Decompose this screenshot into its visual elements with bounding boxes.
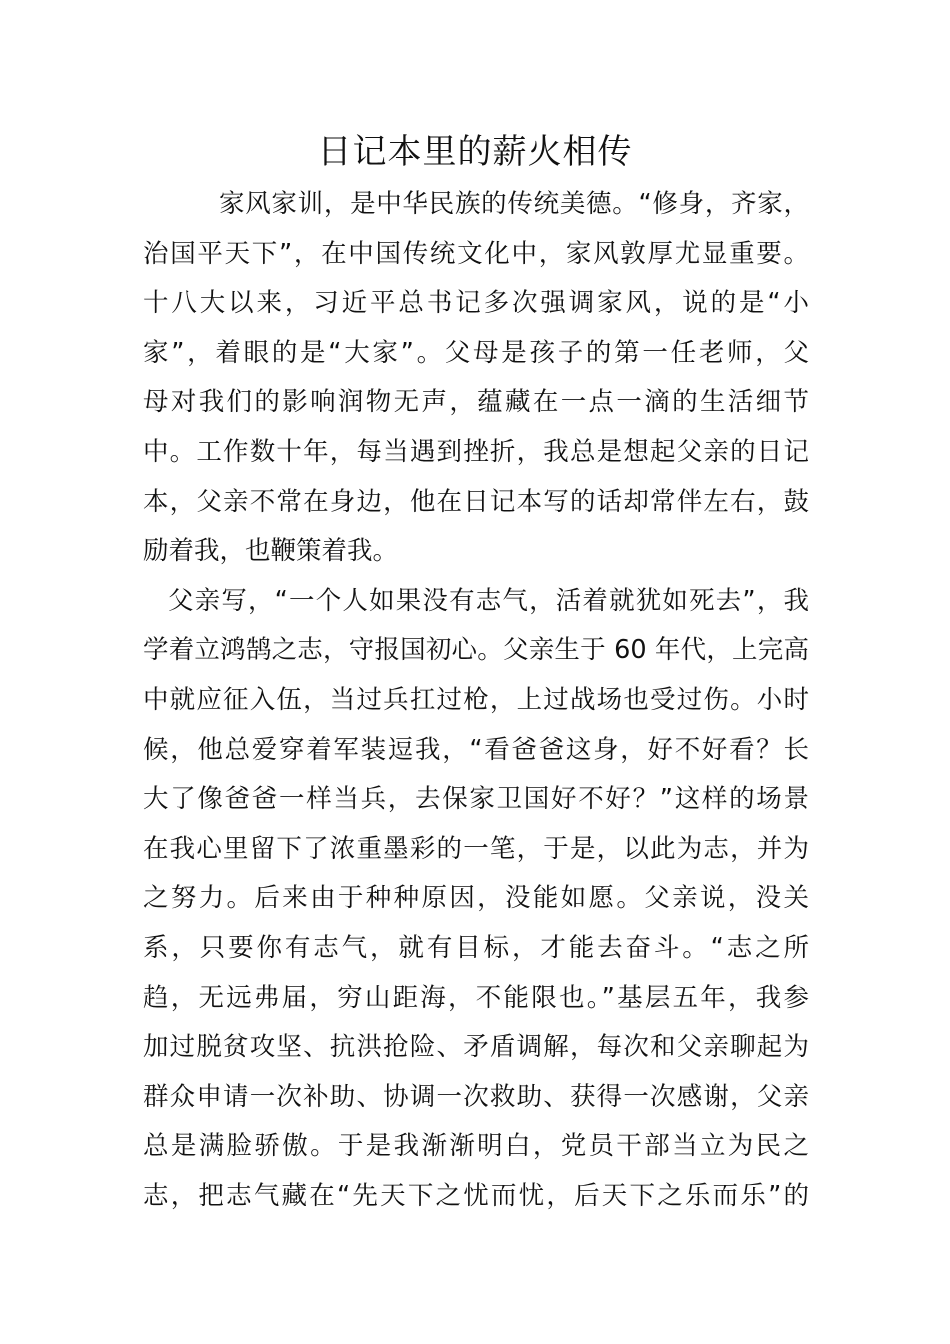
text-line: 励着我，也鞭策着我。 — [143, 536, 399, 567]
text-line: 群众申请一次补助、协调一次救助、获得一次感谢，父亲 — [143, 1081, 809, 1112]
text-line: 趋，无远弗届，穷山距海，不能限也。”基层五年，我参 — [143, 982, 809, 1013]
text-line: 家”，着眼的是“大家”。父母是孩子的第一任老师，父 — [143, 337, 809, 368]
document-body — [143, 180, 809, 1221]
text-line: 中。工作数十年，每当遇到挫折，我总是想起父亲的日记 — [143, 436, 809, 467]
text-line: 候，他总爱穿着军装逗我，“看爸爸这身，好不好看？长 — [143, 734, 809, 765]
text-line: 中就应征入伍，当过兵扛过枪，上过战场也受过伤。小时 — [143, 684, 809, 715]
paragraph-2 — [143, 577, 809, 1222]
text-line: 志，把志气藏在“先天下之忧而忧，后天下之乐而乐”的 — [143, 1180, 809, 1211]
text-line: 系，只要你有志气，就有目标，才能去奋斗。“志之所 — [143, 932, 809, 963]
text-line: 家风家训，是中华民族的传统美德。“修身，齐家， — [219, 189, 809, 219]
text-line: 十八大以来，习近平总书记多次强调家风，说的是“小 — [143, 288, 809, 319]
text-line: 之努力。后来由于种种原因，没能如愿。父亲说，没关 — [143, 883, 809, 914]
text-line: 大了像爸爸一样当兵，去保家卫国好不好？”这样的场景 — [143, 784, 809, 815]
text-line: 总是满脸骄傲。于是我渐渐明白，党员干部当立为民之 — [143, 1131, 809, 1162]
text-line: 在我心里留下了浓重墨彩的一笔，于是，以此为志，并为 — [143, 833, 809, 864]
text-line: 治国平天下”，在中国传统文化中，家风敦厚尤显重要。 — [143, 238, 809, 269]
text-line: 父亲写，“一个人如果没有志气，活着就犹如死去”，我 — [168, 585, 809, 616]
paragraph-1 — [143, 180, 809, 577]
text-line: 本，父亲不常在身边，他在日记本写的话却常伴左右，鼓 — [143, 486, 809, 517]
text-line: 母对我们的影响润物无声，蕴藏在一点一滴的生活细节 — [143, 387, 809, 418]
document-title: 日记本里的薪火相传 — [317, 132, 633, 172]
text-line: 学着立鸿鹄之志，守报国初心。父亲生于 60 年代，上完高 — [143, 635, 809, 666]
text-line: 加过脱贫攻坚、抗洪抢险、矛盾调解，每次和父亲聊起为 — [143, 1032, 809, 1063]
